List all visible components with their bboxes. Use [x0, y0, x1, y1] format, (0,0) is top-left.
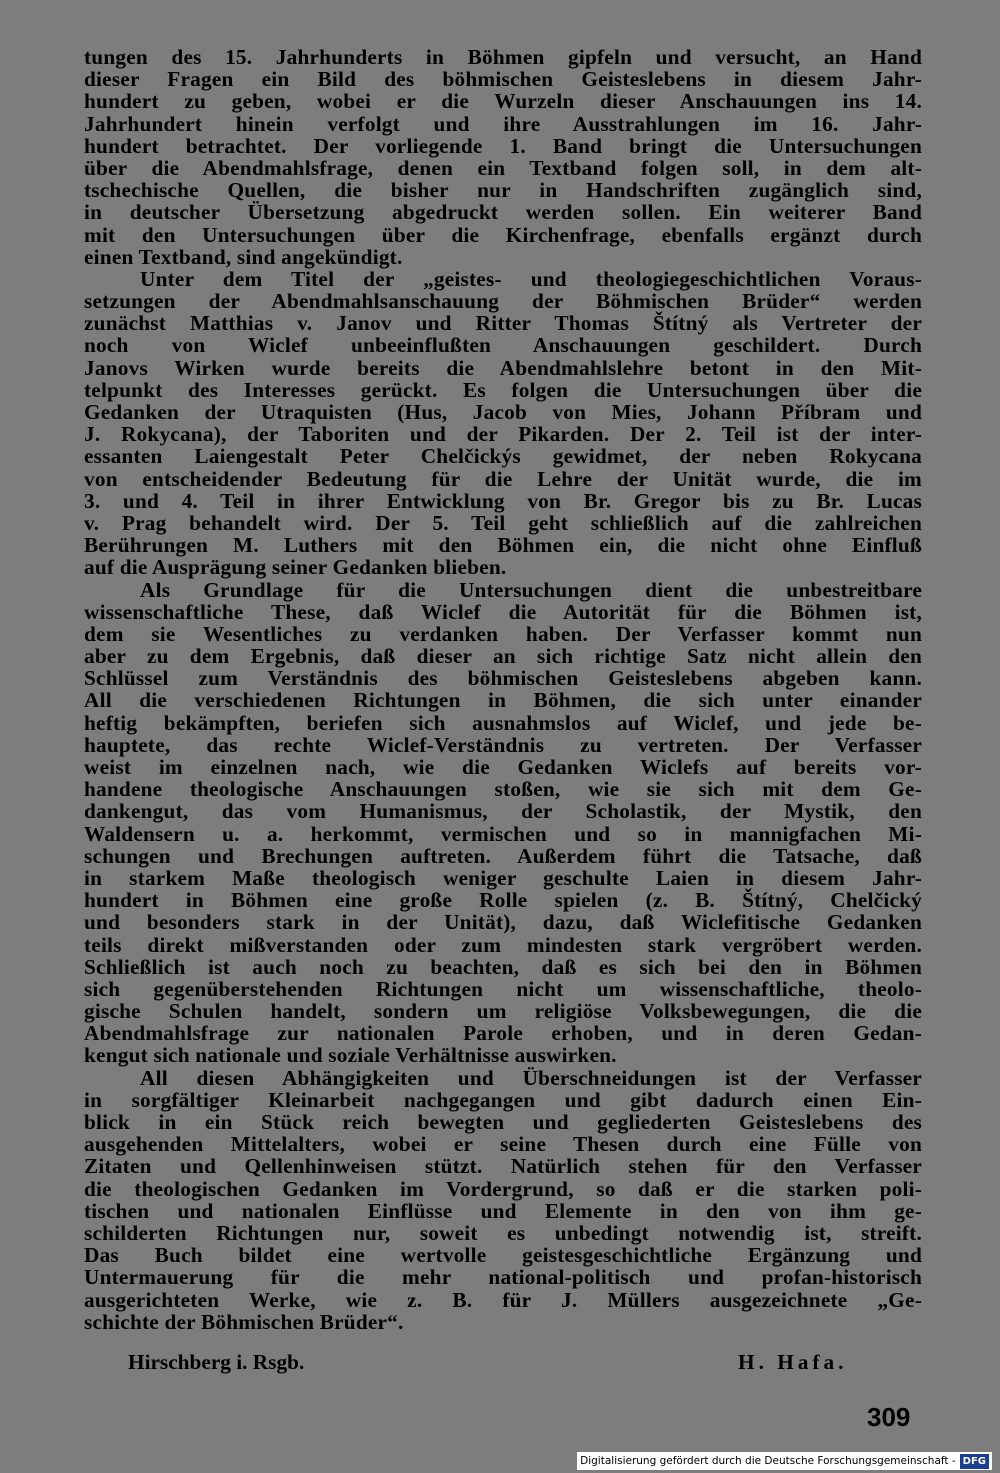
text-line: sich gegenüberstehenden Richtungen nicht um wissenschaftliche, theolo-: [84, 976, 922, 1001]
text-line: über die Abendmahlsfrage, denen ein Textband folgen soll, in dem alt-: [84, 155, 922, 180]
footer-credit-text: Digitalisierung gefördert durch die Deutsche Forschungsgemeinschaft -: [580, 1455, 956, 1467]
text-line: Schlüssel zum Verständnis des böhmischen Geisteslebens abgeben kann.: [84, 666, 922, 691]
text-line: Zitaten und Qellenhinweisen stützt. Natürlich stehen für den Verfasser: [84, 1154, 922, 1179]
text-line: Janovs Wirken wurde bereits die Abendmahlslehre betont in den Mit-: [84, 355, 922, 380]
text-line: noch von Wiclef unbeeinflußten Anschauungen geschildert. Durch: [84, 333, 922, 358]
text-line: handene theologische Anschauungen stoßen, wie sie sich mit dem Ge-: [84, 777, 922, 802]
text-line: teils direkt mißverstanden oder zum mindesten stark vergröbert werden.: [84, 932, 922, 957]
text-line: schungen und Brechungen auftreten. Außerdem führt die Tatsache, daß: [84, 843, 922, 868]
text-line: essanten Laiengestalt Peter Chelčickýs gewidmet, der neben Rokycana: [84, 444, 922, 469]
text-line: hundert zu geben, wobei er die Wurzeln dieser Anschauungen ins 14.: [84, 89, 922, 114]
text-line: Als Grundlage für die Untersuchungen dient die unbestreitbare: [140, 577, 922, 602]
text-line: dieser Fragen ein Bild des böhmischen Geisteslebens in diesem Jahr-: [84, 67, 922, 92]
text-line: aber zu dem Ergebnis, daß dieser an sich richtige Satz nicht allein den: [84, 644, 922, 669]
dfg-logo: DFG: [960, 1454, 989, 1469]
text-line: heftig bekämpften, beriefen sich ausnahmslos auf Wiclef, und jede be-: [84, 710, 922, 735]
text-line: Untermauerung für die mehr national-politisch und profan-historisch: [84, 1265, 922, 1290]
text-line: telpunkt des Interesses gerückt. Es folgen die Untersuchungen über die: [84, 377, 922, 402]
text-line: 3. und 4. Teil in ihrer Entwicklung von Br. Gregor bis zu Br. Lucas: [84, 488, 922, 513]
text-line: und besonders stark in der Unität), dazu, daß Wiclefitische Gedanken: [84, 910, 922, 935]
text-line: ausgehenden Mittelalters, wobei er seine Thesen durch eine Fülle von: [84, 1132, 922, 1157]
text-line: blick in ein Stück reich bewegten und gegliederten Geisteslebens des: [84, 1110, 922, 1134]
text-line: die theologischen Gedanken im Vordergrund, so daß er die starken poli-: [84, 1176, 922, 1201]
signature-author: H. Hafa.: [738, 1350, 848, 1374]
text-line: ausgerichteten Werke, wie z. B. für J. Müllers ausgezeichnete „Ge-: [84, 1287, 922, 1312]
text-line: dankengut, das vom Humanismus, der Scholastik, der Mystik, den: [84, 799, 922, 824]
text-line: gische Schulen handelt, sondern um religiöse Volksbewegungen, die die: [84, 999, 922, 1024]
text-line: Waldensern u. a. herkommt, vermischen und so in mannigfachen Mi-: [84, 821, 922, 846]
text-line: Jahrhundert hinein verfolgt und ihre Ausstrahlungen im 16. Jahr-: [84, 111, 922, 136]
text-line: in sorgfältiger Kleinarbeit nachgegangen und gibt dadurch einen Ein-: [84, 1087, 922, 1112]
review-body-text: [84, 46, 922, 1333]
text-line: setzungen der Abendmahlsanschauung der Böhmischen Brüder“ werden: [84, 289, 922, 314]
text-line: weist im einzelnen nach, wie die Gedanken Wiclefs auf bereits vor-: [84, 755, 922, 779]
text-line: hundert betrachtet. Der vorliegende 1. Band bringt die Untersuchungen: [84, 133, 922, 158]
text-line: zunächst Matthias v. Janov und Ritter Thomas Štítný als Vertreter der: [84, 311, 922, 336]
text-line: wissenschaftliche These, daß Wiclef die Autorität für die Böhmen ist,: [84, 599, 922, 624]
text-line: einen Textband, sind angekündigt.: [84, 244, 403, 269]
text-line: schilderten Richtungen nur, soweit es unbedingt notwendig ist, streift.: [84, 1220, 922, 1245]
text-line: Schließlich ist auch noch zu beachten, daß es sich bei den in Böhmen: [84, 954, 922, 979]
text-line: hauptete, das rechte Wiclef-Verständnis zu vertreten. Der Verfasser: [84, 732, 922, 757]
text-line: v. Prag behandelt wird. Der 5. Teil geht schließlich auf die zahlreichen: [84, 510, 922, 535]
text-line: Berührungen M. Luthers mit den Böhmen ein, die nicht ohne Einfluß: [84, 533, 922, 558]
text-line: Unter dem Titel der „geistes- und theologiegeschichtlichen Voraus-: [140, 266, 922, 291]
text-line: Abendmahlsfrage zur nationalen Parole erhoben, und in deren Gedan-: [84, 1021, 922, 1046]
text-line: tungen des 15. Jahrhunderts in Böhmen gipfeln und versucht, an Hand: [84, 45, 922, 69]
text-line: schichte der Böhmischen Brüder“.: [84, 1309, 404, 1334]
text-line: kengut sich nationale und soziale Verhältnisse auswirken.: [84, 1043, 617, 1068]
text-line: in starkem Maße theologisch weniger geschulte Laien in diesem Jahr-: [84, 865, 922, 890]
text-line: Das Buch bildet eine wertvolle geistesgeschichtliche Ergänzung und: [84, 1243, 922, 1268]
text-line: auf die Ausprägung seiner Gedanken blieben.: [84, 555, 507, 580]
signature-place: Hirschberg i. Rsgb.: [128, 1350, 305, 1374]
text-line: All diesen Abhängigkeiten und Überschneidungen ist der Verfasser: [140, 1065, 922, 1090]
text-line: dem sie Wesentliches zu verdanken haben. Der Verfasser kommt nun: [84, 621, 922, 646]
text-line: mit den Untersuchungen über die Kirchenfrage, ebenfalls ergänzt durch: [84, 222, 922, 247]
text-line: All die verschiedenen Richtungen in Böhmen, die sich unter einander: [84, 688, 922, 713]
text-line: hundert in Böhmen eine große Rolle spielen (z. B. Štítný, Chelčický: [84, 888, 922, 913]
text-line: in deutscher Übersetzung abgedruckt werden sollen. Ein weiterer Band: [84, 200, 922, 225]
digitization-footer: [577, 1452, 992, 1470]
text-line: von entscheidender Bedeutung für die Lehre der Unität wurde, die im: [84, 466, 922, 491]
text-line: tischen und nationalen Einflüsse und Elemente in den von ihm ge-: [84, 1198, 922, 1223]
text-line: J. Rokycana), der Taboriten und der Pikarden. Der 2. Teil ist der inter-: [84, 422, 922, 447]
page-number: 309: [867, 1402, 911, 1432]
text-line: Gedanken der Utraquisten (Hus, Jacob von Mies, Johann Příbram und: [84, 400, 922, 424]
text-line: tschechische Quellen, die bisher nur in Handschriften zugänglich sind,: [84, 178, 922, 203]
